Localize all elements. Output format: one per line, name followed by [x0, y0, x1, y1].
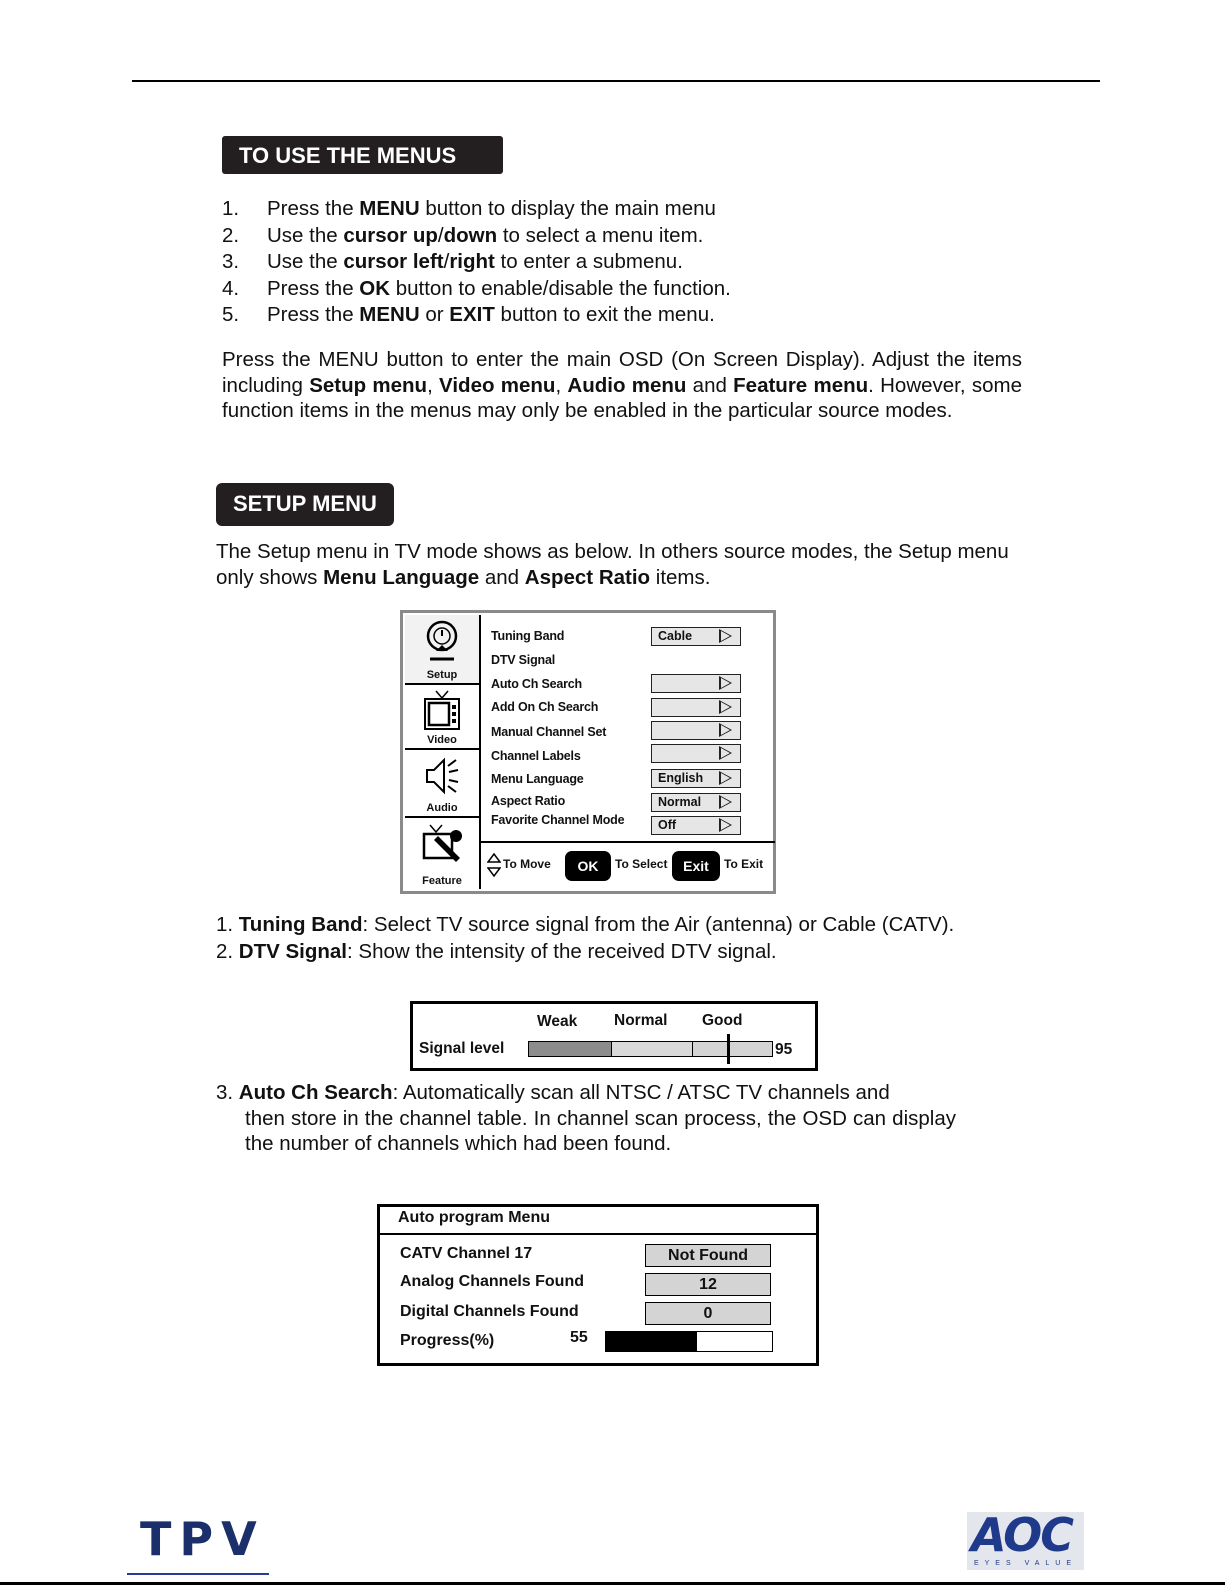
menu-item-manual-channel-set[interactable]: Manual Channel Set [491, 725, 607, 739]
digital-channels-label: Digital Channels Found [400, 1303, 579, 1320]
aoc-wordmark: AOC [971, 1508, 1073, 1562]
signal-good-label: Good [702, 1012, 743, 1029]
value-text: Normal [658, 795, 702, 809]
heading-to-use-the-menus: TO USE THE MENUS [222, 136, 503, 174]
arrow-right-icon [719, 700, 732, 714]
tab-setup[interactable] [405, 615, 479, 685]
intro-paragraph: Press the MENU button to enter the main OSD (On Screen Display). Adjust the items including Setup menu, Video menu, Audio menu and Feature menu. However, some function items in the menus may only be enabled in the particular source modes. [222, 348, 1022, 422]
footer-select-text: To Select [615, 857, 668, 871]
signal-normal-label: Normal [614, 1012, 668, 1029]
menu-item-add-on-ch-search[interactable]: Add On Ch Search [491, 700, 599, 714]
signal-normal-segment [612, 1042, 693, 1056]
analog-channels-value: 12 [645, 1273, 771, 1296]
value-text: English [658, 771, 704, 785]
signal-level-figure [410, 1001, 818, 1071]
feature-descriptions [216, 911, 954, 965]
footer-exit-text: To Exit [724, 857, 764, 871]
arrow-right-icon [719, 771, 732, 785]
up-down-arrow-icon [487, 853, 501, 877]
tab-audio[interactable] [405, 750, 479, 818]
signal-weak-label: Weak [537, 1013, 578, 1030]
feature-tuning-band: 1. Tuning Band: Select TV source signal from the Air (antenna) or Cable (CATV). [216, 913, 955, 936]
channel-labels-button[interactable] [651, 744, 741, 763]
auto-program-figure [377, 1204, 819, 1366]
top-rule [132, 80, 1100, 82]
tv-tools-icon [420, 822, 464, 868]
tab-video[interactable] [405, 685, 479, 750]
satellite-dish-icon [422, 619, 462, 663]
menu-item-menu-language[interactable]: Menu Language [491, 772, 584, 786]
speaker-icon [422, 754, 462, 798]
tab-feature[interactable] [405, 818, 479, 889]
value-text: Off [658, 818, 677, 832]
catv-channel-label: CATV Channel 17 [400, 1245, 533, 1262]
tab-label: Video [427, 734, 457, 746]
menu-item-favorite-channel-mode[interactable]: Favorite Channel Mode [491, 813, 625, 827]
menu-item-tuning-band[interactable]: Tuning Band [491, 629, 565, 643]
list-item: 4. Press the OK button to enable/disable the function. [222, 276, 731, 300]
arrow-right-icon [719, 818, 732, 832]
divider [380, 1233, 816, 1235]
arrow-right-icon [719, 629, 732, 643]
tab-label: Feature [422, 875, 462, 887]
aspect-ratio-value[interactable] [651, 793, 741, 812]
menu-language-value[interactable] [651, 769, 741, 788]
list-item: 1. Press the MENU button to display the main menu [222, 197, 716, 220]
tv-icon [422, 689, 462, 731]
digital-channels-value: 0 [645, 1302, 771, 1325]
add-on-ch-search-button[interactable] [651, 698, 741, 717]
signal-marker [727, 1034, 730, 1064]
value-text: Cable [658, 629, 693, 643]
tpv-underline [127, 1573, 269, 1575]
feature-auto-ch-search-continued: then store in the channel table. In channel scan process, the OSD can display the number of channels which had been found. [245, 1106, 956, 1155]
menu-item-aspect-ratio[interactable]: Aspect Ratio [491, 794, 566, 808]
feature-dtv-signal: 2. DTV Signal: Show the intensity of the received DTV signal. [216, 940, 777, 963]
tab-label: Setup [426, 669, 458, 681]
signal-weak-segment [529, 1042, 612, 1056]
auto-ch-search-button[interactable] [651, 674, 741, 693]
list-item: 5. Press the MENU or EXIT button to exit the menu. [222, 303, 715, 326]
ok-key[interactable]: OK [565, 851, 611, 881]
menu-item-channel-labels[interactable]: Channel Labels [491, 749, 581, 763]
arrow-right-icon [719, 795, 732, 809]
progress-fill [606, 1332, 697, 1351]
menu-item-auto-ch-search[interactable]: Auto Ch Search [491, 677, 582, 691]
feature-auto-ch-search: 3. Auto Ch Search: Automatically scan all NTSC / ATSC TV channels and then store in the channel table. In channel scan process, the OSD can display the number of channels which had been found. [216, 1081, 956, 1155]
signal-value: 95 [775, 1041, 793, 1058]
menu-item-dtv-signal[interactable]: DTV Signal [491, 653, 555, 667]
analog-channels-label: Analog Channels Found [400, 1273, 584, 1290]
arrow-right-icon [719, 676, 732, 690]
arrow-right-icon [719, 723, 732, 737]
manual-channel-set-button[interactable] [651, 721, 741, 740]
favorite-channel-mode-value[interactable] [651, 816, 741, 835]
tpv-logo: TPV [140, 1512, 265, 1566]
progress-value: 55 [570, 1329, 588, 1346]
catv-channel-value: Not Found [645, 1244, 771, 1267]
progress-label: Progress(%) [400, 1332, 495, 1349]
signal-level-bar [528, 1041, 773, 1057]
auto-program-title: Auto program Menu [398, 1209, 550, 1226]
aoc-logo [967, 1508, 1084, 1570]
progress-bar [605, 1331, 773, 1352]
tab-label: Audio [426, 802, 458, 814]
tuning-band-value[interactable] [651, 627, 741, 646]
osd-sidebar [405, 615, 481, 889]
heading-setup-menu: SETUP MENU [216, 483, 394, 526]
setup-paragraph: The Setup menu in TV mode shows as below. In others source modes, the Setup menu only shows Menu Language and Aspect Ratio items. [216, 540, 1009, 589]
steps-list [222, 196, 731, 329]
signal-level-label: Signal level [419, 1040, 505, 1057]
list-item: 2. Use the cursor up/down to select a menu item. [222, 223, 704, 247]
aoc-tagline: EYES VALUE [973, 1560, 1078, 1567]
setup-osd-figure [400, 610, 776, 894]
arrow-right-icon [719, 746, 732, 760]
footer-move-text: To Move [503, 857, 551, 871]
list-item: 3. Use the cursor left/right to enter a submenu. [222, 250, 683, 273]
osd-footer [481, 841, 775, 891]
exit-key[interactable]: Exit [672, 851, 720, 881]
